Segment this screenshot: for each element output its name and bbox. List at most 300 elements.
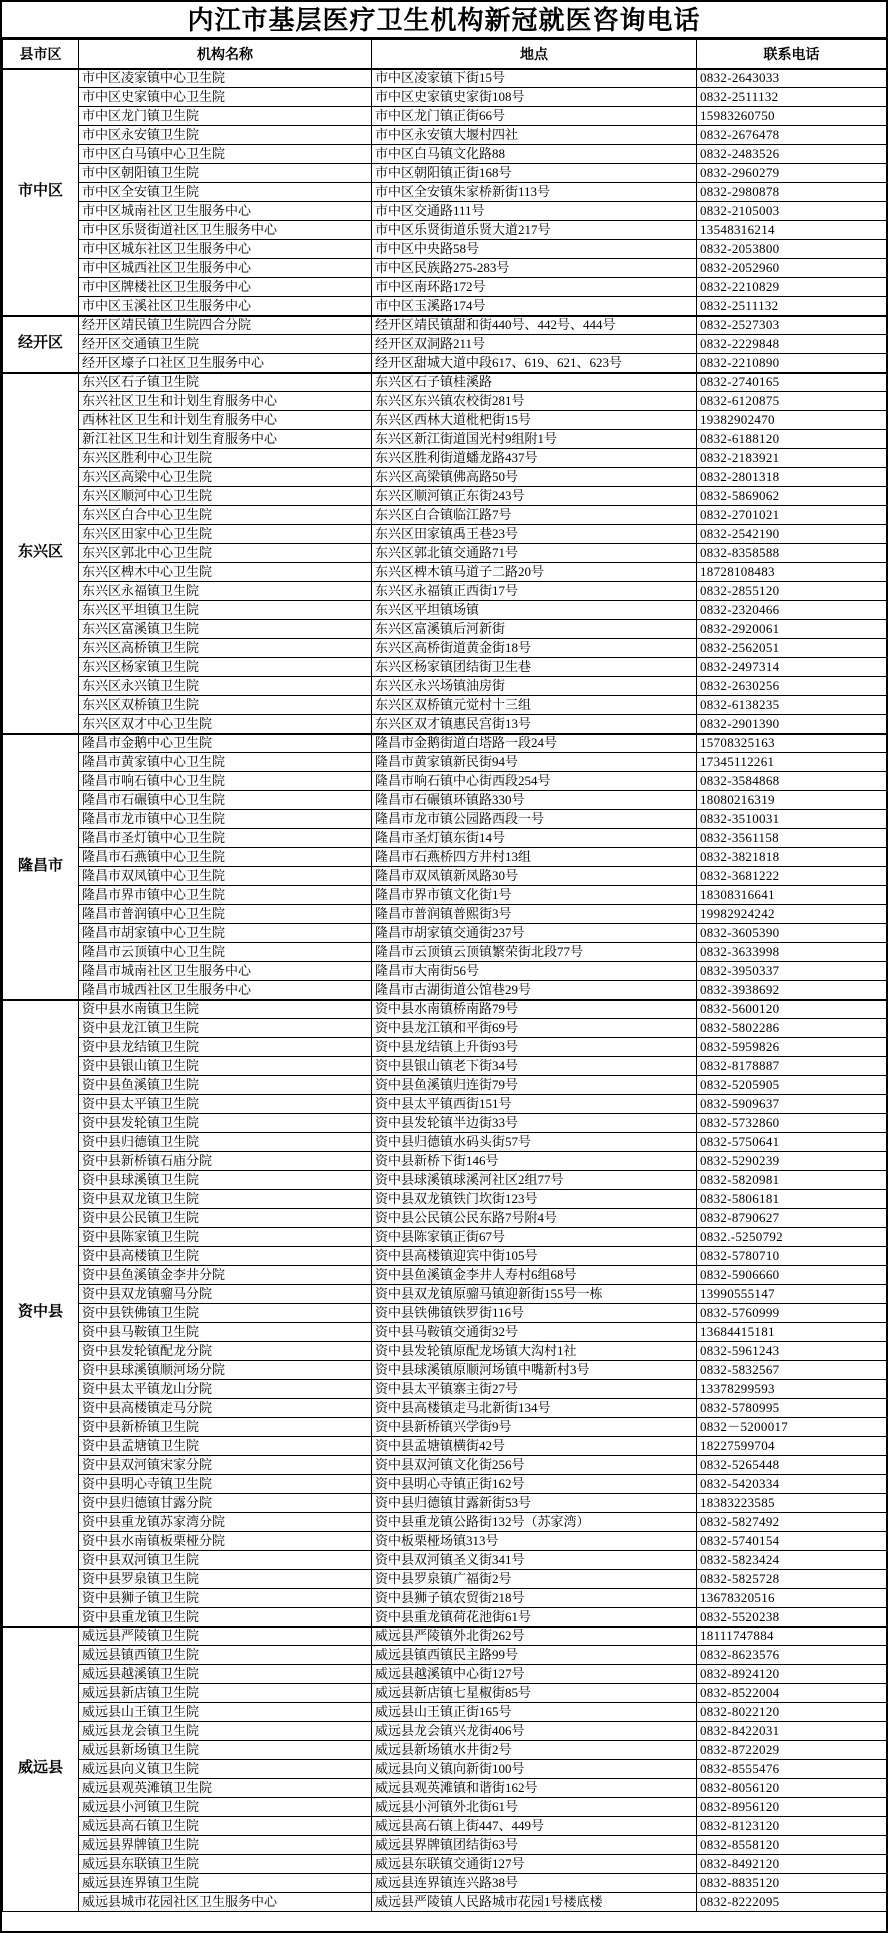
address-cell: 东兴区永兴场镇油房街	[372, 677, 697, 696]
table-row	[3, 1418, 887, 1437]
address-cell: 隆昌市黄家镇新民街94号	[372, 753, 697, 772]
table-row	[3, 829, 887, 848]
address-cell: 隆昌市响石镇中心街西段254号	[372, 772, 697, 791]
table-row	[3, 525, 887, 544]
institution-cell: 资中县双河镇卫生院	[79, 1551, 372, 1570]
phone-cell: 0832-2497314	[697, 658, 887, 677]
institution-cell: 隆昌市响石镇中心卫生院	[79, 772, 372, 791]
phone-cell: 0832-5760999	[697, 1304, 887, 1323]
institution-cell: 东兴区永兴镇卫生院	[79, 677, 372, 696]
institution-cell: 资中县马鞍镇卫生院	[79, 1323, 372, 1342]
phone-cell: 0832-2210829	[697, 278, 887, 297]
phone-cell: 0832-6138235	[697, 696, 887, 715]
address-cell: 东兴区郭北镇交通路71号	[372, 544, 697, 563]
district-cell: 隆昌市	[3, 734, 79, 1000]
institution-cell: 市中区永安镇卫生院	[79, 126, 372, 145]
table-row	[3, 1513, 887, 1532]
address-cell: 威远县镇西镇民主路99号	[372, 1646, 697, 1665]
table-row	[3, 1836, 887, 1855]
phone-cell: 0832-5906660	[697, 1266, 887, 1285]
page-title: 内江市基层医疗卫生机构新冠就医咨询电话	[2, 2, 886, 39]
table-row	[3, 1741, 887, 1760]
institution-cell: 资中县龙江镇卫生院	[79, 1019, 372, 1038]
institution-cell: 隆昌市金鹅中心卫生院	[79, 734, 372, 753]
phone-cell: 13684415181	[697, 1323, 887, 1342]
header-row	[3, 40, 887, 69]
address-cell: 市中区乐贤街道乐贤大道217号	[372, 221, 697, 240]
phone-cell: 18728108483	[697, 563, 887, 582]
phone-cell: 0832-8123120	[697, 1817, 887, 1836]
phone-cell: 0832-5265448	[697, 1456, 887, 1475]
table-row	[3, 848, 887, 867]
institution-cell: 威远县观英滩镇卫生院	[79, 1779, 372, 1798]
phone-cell: 18227599704	[697, 1437, 887, 1456]
table-row	[3, 1342, 887, 1361]
district-cell: 威远县	[3, 1627, 79, 1912]
table-row	[3, 1380, 887, 1399]
phone-cell: 0832-2483526	[697, 145, 887, 164]
phone-cell: 0832-2542190	[697, 525, 887, 544]
phone-cell: 0832-6188120	[697, 430, 887, 449]
table-row	[3, 867, 887, 886]
institution-cell: 新江社区卫生和计划生育服务中心	[79, 430, 372, 449]
address-cell: 威远县山王镇正街165号	[372, 1703, 697, 1722]
table-row	[3, 696, 887, 715]
address-cell: 资中县公民镇公民东路7号附4号	[372, 1209, 697, 1228]
phone-cell: 0832-2643033	[697, 69, 887, 88]
phone-cell: 0832-2562051	[697, 639, 887, 658]
institution-cell: 资中县球溪镇卫生院	[79, 1171, 372, 1190]
phone-cell: 0832-2801318	[697, 468, 887, 487]
address-cell: 资中县重龙镇荷花池街61号	[372, 1608, 697, 1627]
address-cell: 隆昌市胡家镇交通街237号	[372, 924, 697, 943]
table-row	[3, 1209, 887, 1228]
institution-cell: 市中区玉溪社区卫生服务中心	[79, 297, 372, 316]
table-row	[3, 1456, 887, 1475]
address-cell: 威远县连界镇连兴路38号	[372, 1874, 697, 1893]
table-row	[3, 487, 887, 506]
phone-cell: 0832-6120875	[697, 392, 887, 411]
address-cell: 市中区中央路58号	[372, 240, 697, 259]
table-row	[3, 601, 887, 620]
phone-cell: 0832-3633998	[697, 943, 887, 962]
address-cell: 资中县归德镇甘露新街53号	[372, 1494, 697, 1513]
address-cell: 市中区全安镇朱家桥新街113号	[372, 183, 697, 202]
address-cell: 资中县双龙镇铁门坎街123号	[372, 1190, 697, 1209]
institution-cell: 市中区史家镇中心卫生院	[79, 88, 372, 107]
address-cell: 东兴区富溪镇后河新街	[372, 620, 697, 639]
institution-cell: 隆昌市龙市镇中心卫生院	[79, 810, 372, 829]
district-cell: 市中区	[3, 69, 79, 316]
institution-cell: 资中县球溪镇顺河场分院	[79, 1361, 372, 1380]
phone-cell: 0832-2630256	[697, 677, 887, 696]
institution-cell: 资中县归德镇甘露分院	[79, 1494, 372, 1513]
phone-cell: 0832-5290239	[697, 1152, 887, 1171]
table-body	[3, 69, 887, 1912]
institution-cell: 市中区牌楼社区卫生服务中心	[79, 278, 372, 297]
table-row	[3, 1228, 887, 1247]
institution-cell: 资中县重龙镇苏家湾分院	[79, 1513, 372, 1532]
table-row	[3, 1494, 887, 1513]
address-cell: 隆昌市云顶镇云顶镇繁荣街北段77号	[372, 943, 697, 962]
address-cell: 隆昌市石燕桥四方井村13组	[372, 848, 697, 867]
table-row	[3, 1076, 887, 1095]
phone-cell: 0832-3561158	[697, 829, 887, 848]
institution-cell: 威远县向义镇卫生院	[79, 1760, 372, 1779]
table-row	[3, 221, 887, 240]
institution-cell: 东兴区永福镇卫生院	[79, 582, 372, 601]
table-row	[3, 373, 887, 392]
table-row	[3, 772, 887, 791]
address-cell: 资中板栗桠场镇313号	[372, 1532, 697, 1551]
table-row	[3, 1399, 887, 1418]
institution-cell: 威远县小河镇卫生院	[79, 1798, 372, 1817]
phone-cell: 0832-5750641	[697, 1133, 887, 1152]
phone-cell: 0832-5806181	[697, 1190, 887, 1209]
column-header-phone: 联系电话	[697, 40, 887, 69]
institution-cell: 资中县双河镇宋家分院	[79, 1456, 372, 1475]
address-cell: 经开区甜城大道中段617、619、621、623号	[372, 354, 697, 373]
institution-cell: 资中县水南镇卫生院	[79, 1000, 372, 1019]
table-row	[3, 544, 887, 563]
address-cell: 资中县发轮镇原配龙场镇大沟村1社	[372, 1342, 697, 1361]
institution-cell: 隆昌市城西社区卫生服务中心	[79, 981, 372, 1000]
address-cell: 东兴区双桥镇元觉村十三组	[372, 696, 697, 715]
table-row	[3, 107, 887, 126]
phone-cell: 0832-5780995	[697, 1399, 887, 1418]
institution-cell: 东兴区白合中心卫生院	[79, 506, 372, 525]
institution-cell: 东兴区顺河中心卫生院	[79, 487, 372, 506]
phone-cell: 13678320516	[697, 1589, 887, 1608]
table-row	[3, 411, 887, 430]
institution-cell: 威远县城市花园社区卫生服务中心	[79, 1893, 372, 1912]
address-cell: 威远县龙会镇兴龙街406号	[372, 1722, 697, 1741]
institution-cell: 隆昌市胡家镇中心卫生院	[79, 924, 372, 943]
phone-cell: 0832-2210890	[697, 354, 887, 373]
address-cell: 东兴区西林大道枇杷街15号	[372, 411, 697, 430]
table-row	[3, 240, 887, 259]
table-row	[3, 259, 887, 278]
institution-cell: 东兴区椑木中心卫生院	[79, 563, 372, 582]
table-row	[3, 1855, 887, 1874]
table-row	[3, 715, 887, 734]
institution-cell: 市中区城西社区卫生服务中心	[79, 259, 372, 278]
institution-cell: 东兴区平坦镇卫生院	[79, 601, 372, 620]
table-row	[3, 449, 887, 468]
address-cell: 资中县双河镇圣义街341号	[372, 1551, 697, 1570]
address-cell: 隆昌市普润镇普熙街3号	[372, 905, 697, 924]
institution-cell: 市中区朝阳镇卫生院	[79, 164, 372, 183]
institution-cell: 东兴区高桥镇卫生院	[79, 639, 372, 658]
address-cell: 资中县太平镇西街151号	[372, 1095, 697, 1114]
phone-cell: 0832-5909637	[697, 1095, 887, 1114]
address-cell: 威远县界牌镇团结街63号	[372, 1836, 697, 1855]
institution-cell: 隆昌市双凤镇中心卫生院	[79, 867, 372, 886]
address-cell: 资中县发轮镇半边街33号	[372, 1114, 697, 1133]
table-row	[3, 1760, 887, 1779]
phone-cell: 19982924242	[697, 905, 887, 924]
table-row	[3, 316, 887, 335]
table-row	[3, 1722, 887, 1741]
table-row	[3, 1798, 887, 1817]
address-cell: 市中区凌家镇下街15号	[372, 69, 697, 88]
phone-cell: 0832-2052960	[697, 259, 887, 278]
institution-cell: 东兴区郭北中心卫生院	[79, 544, 372, 563]
address-cell: 隆昌市大南街56号	[372, 962, 697, 981]
table-row	[3, 1551, 887, 1570]
table-row	[3, 1589, 887, 1608]
address-cell: 东兴区永福镇正西街17号	[372, 582, 697, 601]
table-row	[3, 1057, 887, 1076]
address-cell: 市中区龙门镇正街66号	[372, 107, 697, 126]
table-row	[3, 1190, 887, 1209]
institution-cell: 资中县双龙镇卫生院	[79, 1190, 372, 1209]
institution-cell: 东兴区双才中心卫生院	[79, 715, 372, 734]
institution-cell: 资中县罗泉镇卫生院	[79, 1570, 372, 1589]
phone-cell: 0832-5802286	[697, 1019, 887, 1038]
institution-cell: 威远县镇西镇卫生院	[79, 1646, 372, 1665]
address-cell: 经开区靖民镇甜和街440号、442号、444号	[372, 316, 697, 335]
phone-cell: 0832-2511132	[697, 88, 887, 107]
institution-cell: 市中区乐贤街道社区卫生服务中心	[79, 221, 372, 240]
address-cell: 市中区南环路172号	[372, 278, 697, 297]
phone-cell: 0832-5740154	[697, 1532, 887, 1551]
institution-cell: 资中县高楼镇走马分院	[79, 1399, 372, 1418]
table-row	[3, 981, 887, 1000]
phone-cell: 0832-2901390	[697, 715, 887, 734]
table-row	[3, 1000, 887, 1019]
phone-cell: 0832-2701021	[697, 506, 887, 525]
institution-cell: 隆昌市云顶镇中心卫生院	[79, 943, 372, 962]
institution-cell: 东兴区石子镇卫生院	[79, 373, 372, 392]
phone-cell: 0832-5869062	[697, 487, 887, 506]
phone-cell: 15983260750	[697, 107, 887, 126]
phone-cell: 18080216319	[697, 791, 887, 810]
phone-cell: 0832-3681222	[697, 867, 887, 886]
institution-cell: 东兴社区卫生和计划生育服务中心	[79, 392, 372, 411]
phone-cell: 0832-2229848	[697, 335, 887, 354]
address-cell: 东兴区顺河镇正东街243号	[372, 487, 697, 506]
phone-cell: 0832-2527303	[697, 316, 887, 335]
district-cell: 经开区	[3, 316, 79, 373]
address-cell: 东兴区白合镇临江路7号	[372, 506, 697, 525]
table-row	[3, 1874, 887, 1893]
table-row	[3, 1779, 887, 1798]
address-cell: 隆昌市圣灯镇东街14号	[372, 829, 697, 848]
phone-cell: 0832-2920061	[697, 620, 887, 639]
address-cell: 威远县观英滩镇和谐街162号	[372, 1779, 697, 1798]
phone-cell: 0832-8558120	[697, 1836, 887, 1855]
table-row	[3, 335, 887, 354]
address-cell: 东兴区新江街道国光村9组附1号	[372, 430, 697, 449]
phone-cell: 0832-8956120	[697, 1798, 887, 1817]
table-row	[3, 658, 887, 677]
phone-cell: 0832.-5250792	[697, 1228, 887, 1247]
address-cell: 资中县银山镇老下街34号	[372, 1057, 697, 1076]
table-row	[3, 1703, 887, 1722]
table-row	[3, 1627, 887, 1646]
phone-cell: 17345112261	[697, 753, 887, 772]
phone-cell: 0832-2960279	[697, 164, 887, 183]
institution-cell: 市中区城南社区卫生服务中心	[79, 202, 372, 221]
address-cell: 东兴区高梁镇佛高路50号	[372, 468, 697, 487]
institution-cell: 西林社区卫生和计划生育服务中心	[79, 411, 372, 430]
institution-cell: 资中县银山镇卫生院	[79, 1057, 372, 1076]
institution-cell: 资中县龙结镇卫生院	[79, 1038, 372, 1057]
table-row	[3, 582, 887, 601]
table-row	[3, 1532, 887, 1551]
address-cell: 威远县严陵镇外北街262号	[372, 1627, 697, 1646]
table-row	[3, 126, 887, 145]
phone-cell: 0832-3821818	[697, 848, 887, 867]
phone-cell: 0832－5200017	[697, 1418, 887, 1437]
address-cell: 资中县马鞍镇交通街32号	[372, 1323, 697, 1342]
institution-cell: 威远县山王镇卫生院	[79, 1703, 372, 1722]
address-cell: 资中县鱼溪镇金李井人寿村6组68号	[372, 1266, 697, 1285]
address-cell: 威远县小河镇外北街61号	[372, 1798, 697, 1817]
address-cell: 资中县龙江镇和平街69号	[372, 1019, 697, 1038]
institution-cell: 东兴区双桥镇卫生院	[79, 696, 372, 715]
phone-cell: 0832-8835120	[697, 1874, 887, 1893]
table-row	[3, 734, 887, 753]
address-cell: 市中区朝阳镇正街168号	[372, 164, 697, 183]
address-cell: 隆昌市双凤镇新凤路30号	[372, 867, 697, 886]
table-row	[3, 1304, 887, 1323]
institution-cell: 东兴区富溪镇卫生院	[79, 620, 372, 639]
phone-cell: 0832-8623576	[697, 1646, 887, 1665]
table-row	[3, 1817, 887, 1836]
address-cell: 隆昌市石碾镇环镇路330号	[372, 791, 697, 810]
institution-cell: 资中县太平镇龙山分院	[79, 1380, 372, 1399]
table-row	[3, 791, 887, 810]
table-row	[3, 1665, 887, 1684]
table-row	[3, 1247, 887, 1266]
address-cell: 威远县越溪镇中心街127号	[372, 1665, 697, 1684]
address-cell: 资中县水南镇桥南路79号	[372, 1000, 697, 1019]
table-row	[3, 563, 887, 582]
phone-cell: 13548316214	[697, 221, 887, 240]
column-header-institution: 机构名称	[79, 40, 372, 69]
phone-cell: 0832-2105003	[697, 202, 887, 221]
table-row	[3, 1266, 887, 1285]
institution-cell: 资中县明心寺镇卫生院	[79, 1475, 372, 1494]
institution-cell: 隆昌市石碾镇中心卫生院	[79, 791, 372, 810]
institution-cell: 东兴区杨家镇卫生院	[79, 658, 372, 677]
institution-cell: 隆昌市普润镇中心卫生院	[79, 905, 372, 924]
institution-cell: 资中县鱼溪镇金李井分院	[79, 1266, 372, 1285]
table-row	[3, 1684, 887, 1703]
address-cell: 资中县高楼镇走马北新街134号	[372, 1399, 697, 1418]
institution-cell: 东兴区田家中心卫生院	[79, 525, 372, 544]
district-cell: 资中县	[3, 1000, 79, 1627]
institution-cell: 经开区靖民镇卫生院四合分院	[79, 316, 372, 335]
institution-cell: 资中县水南镇板栗桠分院	[79, 1532, 372, 1551]
address-cell: 东兴区东兴镇农校街281号	[372, 392, 697, 411]
address-cell: 威远县严陵镇人民路城市花园1号楼底楼	[372, 1893, 697, 1912]
institution-cell: 威远县龙会镇卫生院	[79, 1722, 372, 1741]
institution-cell: 威远县界牌镇卫生院	[79, 1836, 372, 1855]
phone-cell: 18308316641	[697, 886, 887, 905]
table-row	[3, 145, 887, 164]
institution-cell: 市中区龙门镇卫生院	[79, 107, 372, 126]
table-row	[3, 943, 887, 962]
phone-cell: 0832-5827492	[697, 1513, 887, 1532]
address-cell: 隆昌市金鹅街道白塔路一段24号	[372, 734, 697, 753]
table-row	[3, 1437, 887, 1456]
address-cell: 隆昌市界市镇文化街1号	[372, 886, 697, 905]
address-cell: 威远县向义镇向新街100号	[372, 1760, 697, 1779]
table-row	[3, 183, 887, 202]
address-cell: 资中县双河镇文化街256号	[372, 1456, 697, 1475]
table-row	[3, 620, 887, 639]
address-cell: 资中县新桥镇兴学街9号	[372, 1418, 697, 1437]
address-cell: 经开区双洞路211号	[372, 335, 697, 354]
table-row	[3, 886, 887, 905]
address-cell: 资中县归德镇水码头街57号	[372, 1133, 697, 1152]
column-header-address: 地点	[372, 40, 697, 69]
phone-cell: 0832-8222095	[697, 1893, 887, 1912]
address-cell: 资中县太平镇寨主街27号	[372, 1380, 697, 1399]
institution-cell: 资中县狮子镇卫生院	[79, 1589, 372, 1608]
table-row	[3, 1608, 887, 1627]
table-row	[3, 1646, 887, 1665]
table-row	[3, 1285, 887, 1304]
institution-cell: 资中县公民镇卫生院	[79, 1209, 372, 1228]
phone-cell: 0832-2320466	[697, 601, 887, 620]
institution-cell: 资中县发轮镇配龙分院	[79, 1342, 372, 1361]
phone-cell: 0832-5832567	[697, 1361, 887, 1380]
table-row	[3, 430, 887, 449]
address-cell: 东兴区田家镇禹王巷23号	[372, 525, 697, 544]
address-cell: 隆昌市古湖街道公馆巷29号	[372, 981, 697, 1000]
table-row	[3, 1570, 887, 1589]
table-row	[3, 1893, 887, 1912]
address-cell: 东兴区石子镇桂溪路	[372, 373, 697, 392]
phone-cell: 18111747884	[697, 1627, 887, 1646]
table-row	[3, 810, 887, 829]
address-cell: 东兴区双才镇惠民宫街13号	[372, 715, 697, 734]
institution-cell: 资中县陈家镇卫生院	[79, 1228, 372, 1247]
address-cell: 资中县铁佛镇铁罗街116号	[372, 1304, 697, 1323]
phone-cell: 0832-2511132	[697, 297, 887, 316]
institution-cell: 隆昌市圣灯镇中心卫生院	[79, 829, 372, 848]
institution-cell: 市中区城东社区卫生服务中心	[79, 240, 372, 259]
institution-cell: 资中县孟塘镇卫生院	[79, 1437, 372, 1456]
phone-cell: 0832-5780710	[697, 1247, 887, 1266]
table-row	[3, 924, 887, 943]
column-header-district: 县市区	[3, 40, 79, 69]
address-cell: 资中县新桥下街146号	[372, 1152, 697, 1171]
institution-cell: 隆昌市界市镇中心卫生院	[79, 886, 372, 905]
table-row	[3, 164, 887, 183]
table-row	[3, 1323, 887, 1342]
phone-cell: 0832-2183921	[697, 449, 887, 468]
institution-cell: 资中县鱼溪镇卫生院	[79, 1076, 372, 1095]
table-row	[3, 88, 887, 107]
table-row	[3, 506, 887, 525]
phone-cell: 0832-5420334	[697, 1475, 887, 1494]
address-cell: 资中县重龙镇公路街132号（苏家湾）	[372, 1513, 697, 1532]
phone-cell: 0832-5823424	[697, 1551, 887, 1570]
institution-cell: 威远县新店镇卫生院	[79, 1684, 372, 1703]
address-cell: 市中区玉溪路174号	[372, 297, 697, 316]
address-cell: 隆昌市龙市镇公园路西段一号	[372, 810, 697, 829]
phone-cell: 0832-8178887	[697, 1057, 887, 1076]
phone-cell: 0832-3584868	[697, 772, 887, 791]
phone-cell: 0832-5732860	[697, 1114, 887, 1133]
address-cell: 资中县高楼镇迎宾中街105号	[372, 1247, 697, 1266]
institution-cell: 资中县高楼镇卫生院	[79, 1247, 372, 1266]
